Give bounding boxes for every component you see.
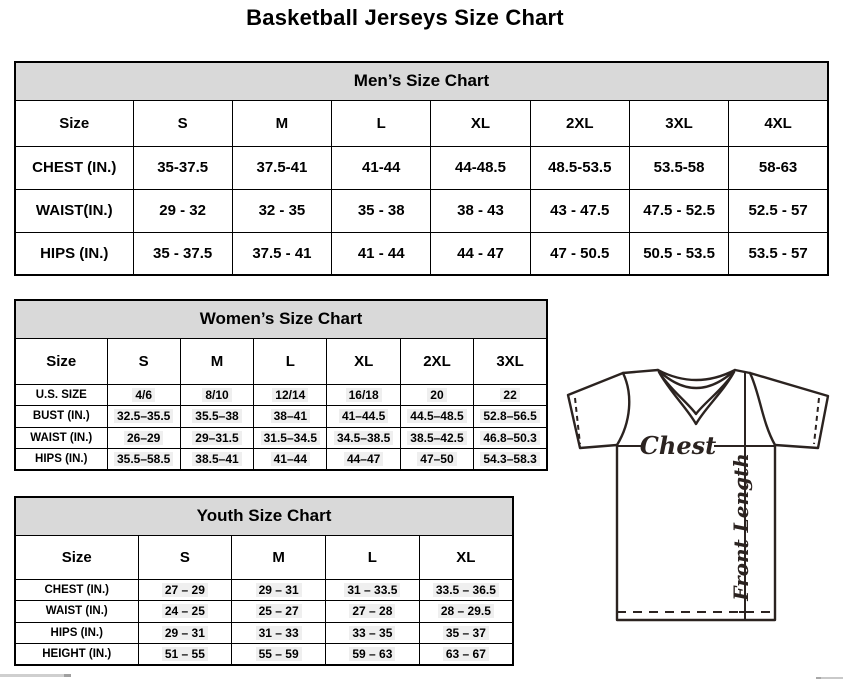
table-row xyxy=(15,384,547,406)
size-value-cell: 20 xyxy=(400,384,473,406)
womens-size-chart-table xyxy=(14,299,548,471)
size-value-cell: 55 – 59 xyxy=(232,644,326,666)
row-label: HIPS (IN.) xyxy=(15,232,133,275)
size-value-cell: 35 - 37.5 xyxy=(133,232,232,275)
size-value-cell: 12/14 xyxy=(254,384,327,406)
mens-chart-title: Men’s Size Chart xyxy=(15,62,828,100)
size-value-cell: 34.5–38.5 xyxy=(327,427,400,449)
column-header: 4XL xyxy=(729,100,828,146)
size-value-cell: 41-44 xyxy=(332,146,431,189)
size-value-cell: 47–50 xyxy=(400,449,473,471)
jersey-measurement-diagram xyxy=(558,364,836,666)
column-header: XL xyxy=(431,100,530,146)
womens-chart-title: Women’s Size Chart xyxy=(15,300,547,338)
size-value-cell: 29 – 31 xyxy=(138,622,232,644)
column-header: Size xyxy=(15,535,138,579)
row-label: WAIST (IN.) xyxy=(15,427,107,449)
size-value-cell: 51 – 55 xyxy=(138,644,232,666)
size-value-cell: 44 - 47 xyxy=(431,232,530,275)
row-label: WAIST(IN.) xyxy=(15,189,133,232)
size-value-cell: 35.5–58.5 xyxy=(107,449,180,471)
chest-label: Chest xyxy=(639,431,717,460)
size-value-cell: 63 – 67 xyxy=(419,644,513,666)
table-row xyxy=(15,232,828,275)
column-header: S xyxy=(138,535,232,579)
size-value-cell: 47.5 - 52.5 xyxy=(629,189,728,232)
size-value-cell: 44.5–48.5 xyxy=(400,406,473,428)
size-value-cell: 22 xyxy=(474,384,547,406)
size-value-cell: 44-48.5 xyxy=(431,146,530,189)
column-header: XL xyxy=(327,338,400,384)
size-value-cell: 29 – 31 xyxy=(232,579,326,601)
row-label: CHEST (IN.) xyxy=(15,579,138,601)
row-label: U.S. SIZE xyxy=(15,384,107,406)
size-value-cell: 48.5-53.5 xyxy=(530,146,629,189)
size-value-cell: 28 – 29.5 xyxy=(419,601,513,623)
size-value-cell: 31 – 33 xyxy=(232,622,326,644)
size-value-cell: 37.5 - 41 xyxy=(232,232,331,275)
size-value-cell: 29–31.5 xyxy=(180,427,253,449)
column-header: S xyxy=(133,100,232,146)
size-value-cell: 8/10 xyxy=(180,384,253,406)
table-row xyxy=(15,189,828,232)
size-value-cell: 44–47 xyxy=(327,449,400,471)
size-value-cell: 52.5 - 57 xyxy=(729,189,828,232)
row-label: WAIST (IN.) xyxy=(15,601,138,623)
column-header: 2XL xyxy=(530,100,629,146)
column-header: XL xyxy=(419,535,513,579)
size-value-cell: 37.5-41 xyxy=(232,146,331,189)
size-value-cell: 41–44.5 xyxy=(327,406,400,428)
size-value-cell: 47 - 50.5 xyxy=(530,232,629,275)
column-header: L xyxy=(326,535,420,579)
size-value-cell: 31 – 33.5 xyxy=(326,579,420,601)
size-value-cell: 29 - 32 xyxy=(133,189,232,232)
column-header: Size xyxy=(15,100,133,146)
size-value-cell: 58-63 xyxy=(729,146,828,189)
size-value-cell: 38–41 xyxy=(254,406,327,428)
mens-size-chart-table xyxy=(14,61,829,276)
size-value-cell: 33.5 – 36.5 xyxy=(419,579,513,601)
size-value-cell: 27 – 28 xyxy=(326,601,420,623)
size-value-cell: 53.5-58 xyxy=(629,146,728,189)
youth-chart-title: Youth Size Chart xyxy=(15,497,513,535)
size-value-cell: 35 - 38 xyxy=(332,189,431,232)
size-value-cell: 38.5–41 xyxy=(180,449,253,471)
row-label: HIPS (IN.) xyxy=(15,449,107,471)
row-label: HIPS (IN.) xyxy=(15,622,138,644)
size-value-cell: 27 – 29 xyxy=(138,579,232,601)
table-row xyxy=(15,427,547,449)
size-value-cell: 26–29 xyxy=(107,427,180,449)
table-row xyxy=(15,601,513,623)
column-header: M xyxy=(180,338,253,384)
size-value-cell: 38.5–42.5 xyxy=(400,427,473,449)
row-label: CHEST (IN.) xyxy=(15,146,133,189)
size-value-cell: 43 - 47.5 xyxy=(530,189,629,232)
column-header: L xyxy=(332,100,431,146)
table-row xyxy=(15,622,513,644)
table-row xyxy=(15,406,547,428)
page-title: Basketball Jerseys Size Chart xyxy=(246,5,564,30)
size-value-cell: 46.8–50.3 xyxy=(474,427,547,449)
column-header: M xyxy=(232,100,331,146)
table-row xyxy=(15,146,828,189)
size-value-cell: 35 – 37 xyxy=(419,622,513,644)
size-value-cell: 32.5–35.5 xyxy=(107,406,180,428)
size-value-cell: 32 - 35 xyxy=(232,189,331,232)
column-header: S xyxy=(107,338,180,384)
size-value-cell: 35-37.5 xyxy=(133,146,232,189)
size-value-cell: 35.5–38 xyxy=(180,406,253,428)
row-label: BUST (IN.) xyxy=(15,406,107,428)
size-value-cell: 31.5–34.5 xyxy=(254,427,327,449)
column-header: 3XL xyxy=(474,338,547,384)
table-row xyxy=(15,644,513,666)
row-label: HEIGHT (IN.) xyxy=(15,644,138,666)
size-value-cell: 41–44 xyxy=(254,449,327,471)
size-value-cell: 24 – 25 xyxy=(138,601,232,623)
column-header: L xyxy=(254,338,327,384)
size-value-cell: 38 - 43 xyxy=(431,189,530,232)
size-value-cell: 59 – 63 xyxy=(326,644,420,666)
column-header: 2XL xyxy=(400,338,473,384)
jersey-outline xyxy=(568,370,828,620)
size-value-cell: 54.3–58.3 xyxy=(474,449,547,471)
size-value-cell: 41 - 44 xyxy=(332,232,431,275)
youth-size-chart-table xyxy=(14,496,514,666)
table-row xyxy=(15,449,547,471)
scrollbar-thumb-tip[interactable] xyxy=(64,674,71,677)
table-row xyxy=(15,579,513,601)
column-header: M xyxy=(232,535,326,579)
size-value-cell: 16/18 xyxy=(327,384,400,406)
front-length-label: Front Length xyxy=(729,453,753,601)
size-value-cell: 53.5 - 57 xyxy=(729,232,828,275)
size-value-cell: 50.5 - 53.5 xyxy=(629,232,728,275)
size-value-cell: 33 – 35 xyxy=(326,622,420,644)
size-value-cell: 4/6 xyxy=(107,384,180,406)
size-value-cell: 52.8–56.5 xyxy=(474,406,547,428)
column-header: Size xyxy=(15,338,107,384)
horizontal-scrollbar-fragment-left[interactable] xyxy=(0,674,71,677)
size-value-cell: 25 – 27 xyxy=(232,601,326,623)
column-header: 3XL xyxy=(629,100,728,146)
